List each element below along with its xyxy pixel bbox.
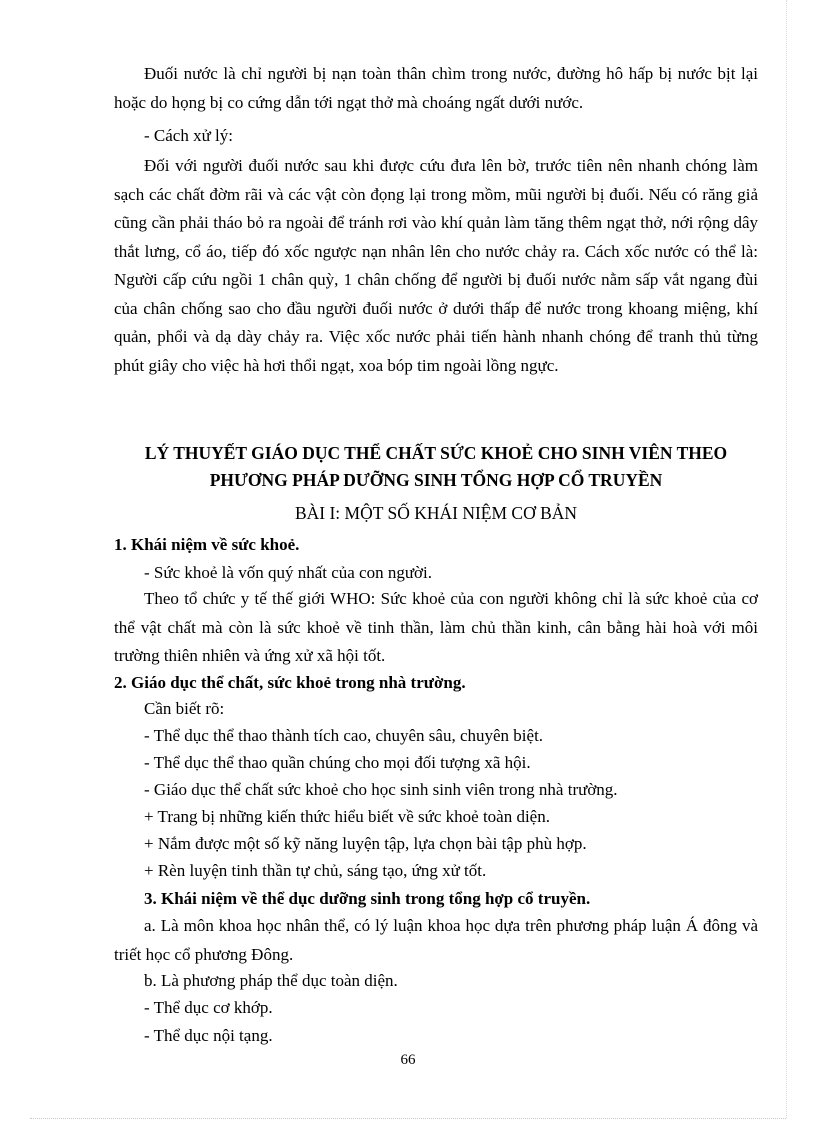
section-3-point-a: a. Là môn khoa học nhân thể, có lý luận khoa học dựa trên phương pháp luận Á đông và triết học cổ phương Đông. [114,916,758,964]
list-item: - Thể dục thể thao thành tích cao, chuyên sâu, chuyên biệt. [144,726,544,745]
lesson-title: BÀI I: MỘT SỐ KHÁI NIỆM CƠ BẢN [294,503,578,523]
list-item: + Trang bị những kiến thức hiểu biết về sức khoẻ toàn diện. [144,807,550,826]
section-1-heading: 1. Khái niệm về sức khoẻ. [114,535,300,554]
list-item: + Rèn luyện tinh thần tự chủ, sáng tạo, ứng xử tốt. [144,861,487,880]
section-3-heading: 3. Khái niệm về thể dục dưỡng sinh trong tổng hợp cổ truyền. [144,889,591,908]
treatment-label: - Cách xử lý: [144,126,234,145]
section-2-heading: 2. Giáo dục thể chất, sức khoẻ trong nhà trường. [114,673,466,692]
page-right-border [786,0,787,1118]
who-definition-paragraph: Theo tổ chức y tế thế giới WHO: Sức khoẻ của con người không chỉ là sức khoẻ của cơ thể vật chất mà còn là sức khoẻ về tinh thần, làm chủ thần kinh, cân bằng hài hoà với môi trường thiên nhiên và ứng xử xã hội tốt. [114,589,758,665]
list-item: - Thể dục nội tạng. [144,1026,273,1045]
section-2-intro: Cần biết rõ: [144,699,225,718]
list-item: - Giáo dục thể chất sức khoẻ cho học sinh sinh viên trong nhà trường. [144,780,618,799]
drowning-definition-paragraph: Đuối nước là chỉ người bị nạn toàn thân chìm trong nước, đường hô hấp bị nước bịt lại hoặc do họng bị co cứng dẫn tới ngạt thở mà choáng ngất dưới nước. [114,64,758,112]
list-item: + Nắm được một số kỹ năng luyện tập, lựa chọn bài tập phù hợp. [144,834,587,853]
page-number: 66 [400,1052,416,1068]
list-item: - Thể dục thể thao quần chúng cho mọi đối tượng xã hội. [144,753,531,772]
chapter-title-line-2: PHƯƠNG PHÁP DƯỠNG SINH TỔNG HỢP CỔ TRUYỀN [209,470,663,490]
section-1-item: - Sức khoẻ là vốn quý nhất của con người. [144,563,433,582]
section-3-point-b: b. Là phương pháp thể dục toàn diện. [144,971,398,990]
chapter-title-line-1: LÝ THUYẾT GIÁO DỤC THỂ CHẤT SỨC KHOẺ CHO SINH VIÊN THEO [144,443,728,463]
treatment-paragraph: Đối với người đuối nước sau khi được cứu đưa lên bờ, trước tiên nên nhanh chóng làm sạch các chất đờm rãi và các vật còn đọng lại trong mồm, mũi người bị đuối. Nếu có răng giả cũng cần phải tháo bỏ ra ngoài để tránh rơi vào khí quản làm tăng thêm ngạt thở, nới rộng dây thắt lưng, cổ áo, tiếp đó xốc ngược nạn nhân lên cho nước chảy ra. Cách xốc nước có thể là: Người cấp cứu ngồi 1 chân quỳ, 1 chân chống để người bị đuối nước nằm sấp vắt ngang đùi của chân chống sao cho đầu người đuối nước ở dưới thấp để nước trong khoang miệng, khí quản, phổi và dạ dày chảy ra. Việc xốc nước phải tiến hành nhanh chóng để tranh thủ từng phút giây cho việc hà hơi thổi ngạt, xoa bóp tim ngoài lồng ngực. [114,156,758,375]
list-item: - Thể dục cơ khớp. [144,998,273,1017]
page-bottom-border [30,1118,786,1119]
